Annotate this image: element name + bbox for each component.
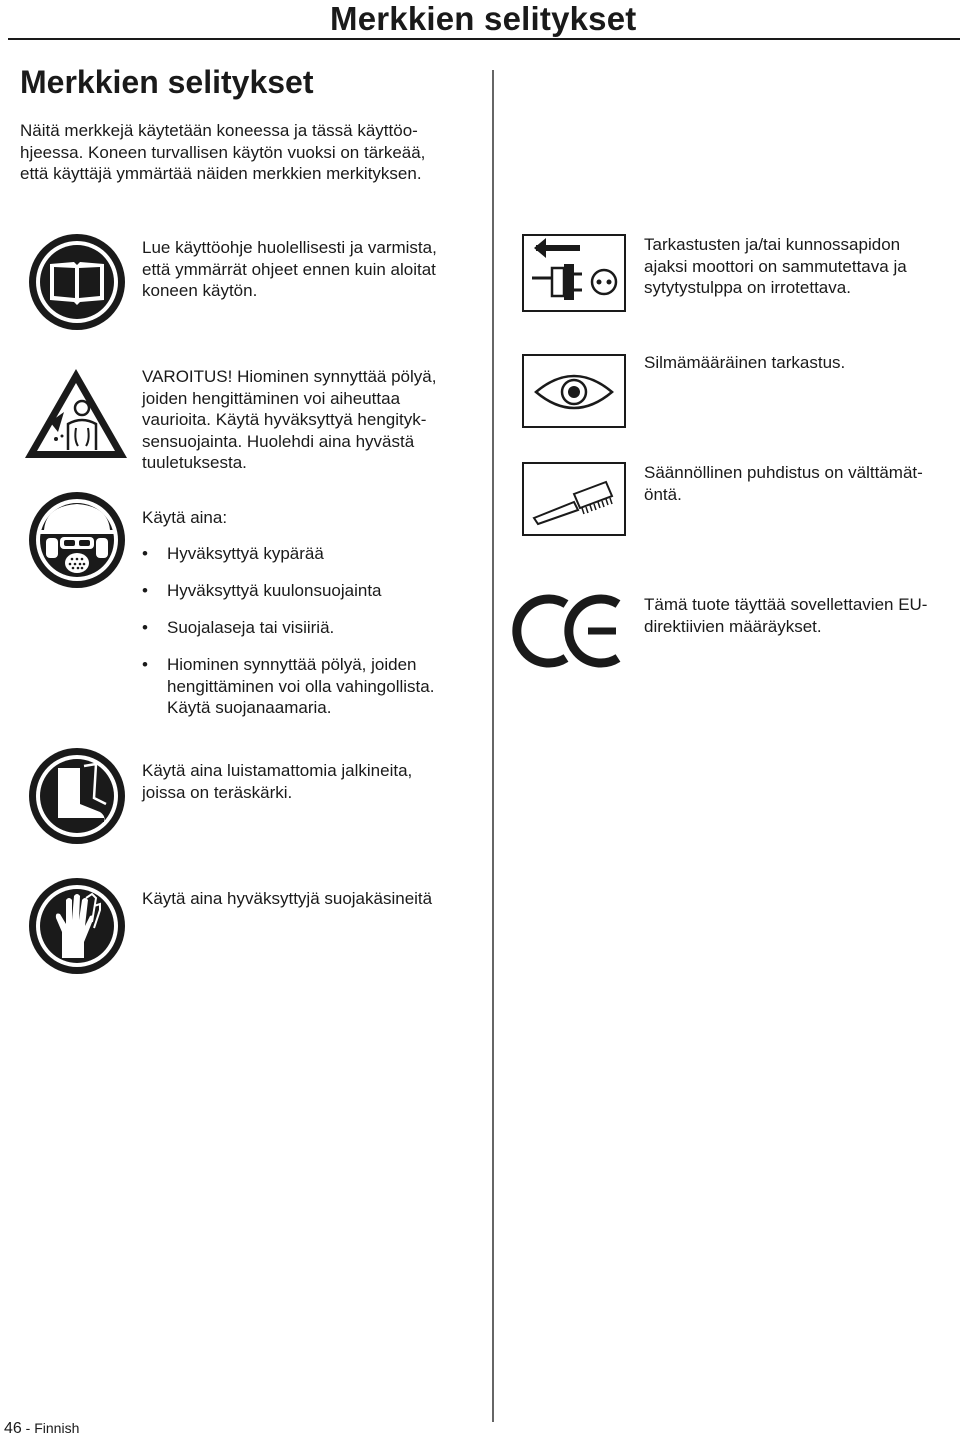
- ce-mark-icon: [516, 594, 626, 668]
- ppe-bullet-list: [142, 543, 472, 734]
- boots-text: Käytä aina luistamattomia jalkineita, joissa on teräskärki.: [142, 761, 413, 802]
- gloves-text: Käytä aina hyväksyttyjä suojakäsineitä: [142, 889, 433, 908]
- unplug-icon: [522, 234, 626, 312]
- list-item: • Hiominen synnyttää pölyä, joiden hengittäminen voi olla vahingollista. Käytä suojanaamaria.: [142, 654, 472, 719]
- section-title: Merkkien selitykset: [20, 64, 314, 100]
- inspection-text: Silmämääräinen tarkastus.: [644, 353, 846, 372]
- ce-text: Tämä tuote täyttää sovellettavien EU- direktiivien määräykset.: [644, 595, 928, 636]
- page-language: - Finnish: [21, 1420, 80, 1436]
- page-number: 46: [4, 1420, 22, 1437]
- list-item: • Hyväksyttyä kypärää: [142, 543, 472, 565]
- boots-icon: [22, 746, 132, 846]
- list-item: • Suojalaseja tai visiiriä.: [142, 617, 472, 639]
- book-icon: [22, 232, 132, 332]
- eye-icon: [522, 354, 626, 428]
- always-use-label: Käytä aina:: [142, 508, 228, 527]
- warning-text: VAROITUS! Hiominen synnyttää pölyä, joiden hengittäminen voi aiheuttaa vaurioita. Käytä hyväksyttyä hengityk- sensuojainta. Huolehdi aina hyvästä tuuletuksesta.: [142, 367, 437, 472]
- cleaning-text: Säännöllinen puhdistus on välttämät- öntä.: [644, 463, 923, 504]
- maintenance-text: Tarkastusten ja/tai kunnossapidon ajaksi moottori on sammutettava ja sytytystulppa on irrotettava.: [644, 235, 907, 297]
- list-item: • Hyväksyttyä kuulonsuojainta: [142, 580, 472, 602]
- dust-warning-icon: [22, 366, 130, 462]
- column-divider: [492, 70, 494, 1422]
- gloves-icon: [22, 876, 132, 976]
- manual-text: Lue käyttöohje huolellisesti ja varmista, että ymmärrät ohjeet ennen kuin aloitat koneen käytön.: [142, 238, 437, 300]
- intro-text: Näitä merkkejä käytetään koneessa ja tässä käyttöo- hjeessa. Koneen turvallisen käytön vuoksi on tärkeää, että käyttäjä ymmärtää näiden merkkien merkityksen.: [20, 121, 426, 183]
- page-footer: [4, 1420, 79, 1438]
- page-header-title: Merkkien selitykset: [330, 0, 637, 37]
- brush-icon: [522, 462, 626, 536]
- helmet-earmuffs-goggles-mask-icon: [22, 490, 132, 590]
- header-rule: [8, 38, 960, 40]
